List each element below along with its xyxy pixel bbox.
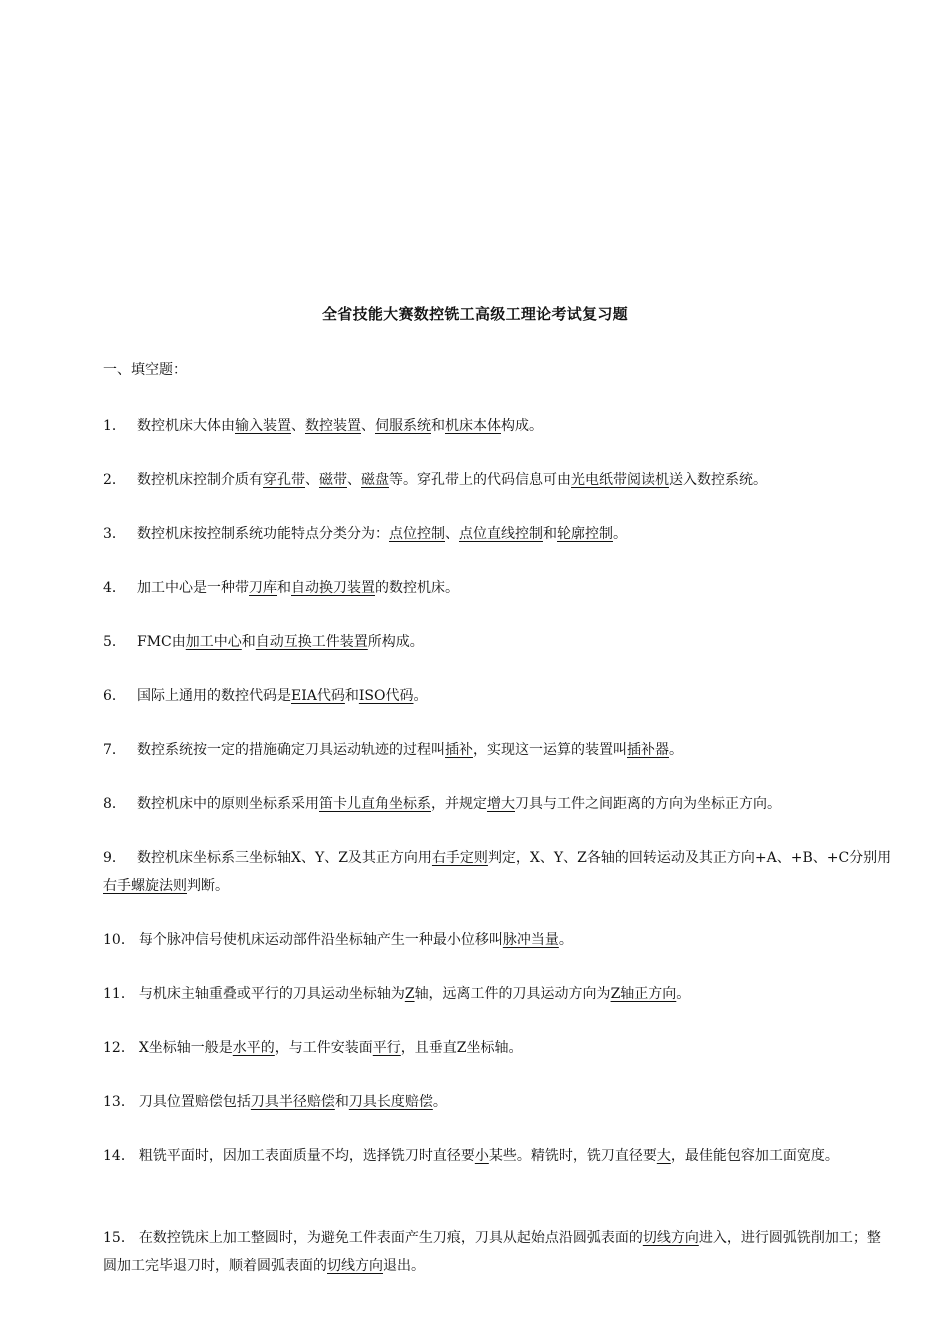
answer-blank: 刀具半径赔偿: [250, 1094, 335, 1110]
question-text: 判定，X、Y、Z各轴的回转运动及其正方向+A、+B、+C分别用: [487, 850, 892, 866]
question-text: 加工中心是一种带: [137, 580, 249, 596]
question-text: 国际上通用的数控代码是: [137, 688, 291, 704]
question-text: X坐标轴一般是: [138, 1040, 233, 1056]
answer-blank: EIA代码: [291, 688, 345, 704]
question-text: 、: [305, 472, 319, 488]
answer-blank: 脉冲当量: [502, 932, 559, 948]
question-number: 9．: [103, 850, 126, 866]
question-item: [103, 844, 893, 926]
answer-blank: 自动换刀装置: [291, 580, 375, 596]
question-text: 构成。: [501, 418, 543, 434]
question-text: 数控机床中的原则坐标系采用: [137, 796, 319, 812]
question-text: 在数控铣床上加工整圆时，为避免工件表面产生刀痕，刀具从起始点沿圆弧表面的: [138, 1230, 643, 1246]
answer-blank: 平行: [372, 1040, 401, 1056]
question-text: 粗铣平面时，因加工表面质量不均，选择铣刀时直径要: [138, 1148, 475, 1164]
answer-blank: 轮廓控制: [557, 526, 613, 542]
question-text: 刀具与工件之间距离的方向为坐标正方向。: [515, 796, 781, 812]
question-text: ，并规定: [431, 796, 487, 812]
question-text: 、: [445, 526, 459, 542]
question-item: [103, 574, 893, 628]
answer-blank: 伺服系统: [375, 418, 431, 434]
question-item: [103, 926, 893, 980]
question-text: 和: [277, 580, 291, 596]
question-text: 数控系统按一定的措施确定刀具运动轨迹的过程叫: [137, 742, 445, 758]
question-text: 数控机床控制介质有: [137, 472, 263, 488]
question-item: [103, 1088, 893, 1142]
question-text: 与机床主轴重叠或平行的刀具运动坐标轴为: [138, 986, 405, 1002]
question-text: 和: [241, 634, 256, 650]
question-item: [103, 466, 893, 520]
question-item: [103, 520, 893, 574]
question-item: [103, 1034, 893, 1088]
question-item: [103, 682, 893, 736]
question-item: [103, 1142, 893, 1224]
page-title: 全省技能大赛数控铣工高级工理论考试复习题: [321, 305, 628, 323]
answer-blank: 右手定则: [431, 850, 488, 866]
answer-blank: 切线方向: [327, 1258, 383, 1274]
question-number: 7．: [103, 742, 126, 758]
answer-blank: 刀库: [249, 580, 277, 596]
question-text: 数控机床大体由: [137, 418, 235, 434]
question-item: [103, 736, 893, 790]
question-text: 所构成。: [367, 634, 424, 650]
question-text: 轴，远离工件的刀具运动方向为: [414, 986, 611, 1002]
question-text: 和: [334, 1094, 349, 1110]
question-number: 10．: [103, 932, 135, 948]
answer-blank: 磁带: [319, 472, 347, 488]
answer-blank: 刀具长度赔偿: [348, 1094, 433, 1110]
question-text: 。: [432, 1094, 447, 1110]
question-number: 5．: [103, 634, 126, 650]
question-text: 、: [361, 418, 375, 434]
question-item: [103, 1224, 893, 1284]
question-item: [103, 790, 893, 844]
question-text: 数控机床按控制系统功能特点分类分为：: [137, 526, 389, 542]
answer-blank: 输入装置: [235, 418, 291, 434]
question-text: 进入，进行圆弧铣削加工；整圆加工完毕退刀时，顺着圆弧表面的: [103, 1230, 881, 1274]
question-number: 11．: [103, 986, 135, 1002]
question-text: 、: [347, 472, 361, 488]
answer-blank: 水平的: [232, 1040, 275, 1056]
question-number: 3．: [103, 526, 126, 542]
question-number: 13．: [103, 1094, 135, 1110]
answer-blank: 磁盘: [361, 472, 389, 488]
answer-blank: 切线方向: [642, 1230, 699, 1246]
question-item: [103, 412, 893, 466]
question-text: 每个脉冲信号使机床运动部件沿坐标轴产生一种最小位移叫: [138, 932, 503, 948]
question-number: 4．: [103, 580, 126, 596]
question-text: 刀具位置赔偿包括: [138, 1094, 251, 1110]
question-item: [103, 628, 893, 682]
answer-blank: 光电纸带阅读机: [571, 472, 669, 488]
answer-blank: 插补: [445, 742, 473, 758]
question-text: 等。穿孔带上的代码信息可由: [389, 472, 571, 488]
question-number: 6．: [103, 688, 126, 704]
question-text: 的数控机床。: [375, 580, 459, 596]
question-text: FMC由: [137, 634, 186, 650]
question-text: ，且垂直Z坐标轴。: [400, 1040, 523, 1056]
question-text: 退出。: [383, 1258, 425, 1274]
answer-blank: 笛卡儿直角坐标系: [319, 796, 431, 812]
answer-blank: 小: [474, 1148, 489, 1164]
question-number: 2．: [103, 472, 126, 488]
question-text: 和: [543, 526, 557, 542]
question-text: 。: [613, 526, 627, 542]
question-text: 。: [669, 742, 683, 758]
question-text: 和: [344, 688, 359, 704]
question-text: ，实现这一运算的装置叫: [473, 742, 627, 758]
question-list: [103, 412, 893, 1284]
answer-blank: 点位直线控制: [459, 526, 543, 542]
answer-blank: Z轴正方向: [610, 986, 677, 1002]
answer-blank: 加工中心: [185, 634, 242, 650]
question-number: 12．: [103, 1040, 135, 1056]
question-text: 。: [558, 932, 573, 948]
answer-blank: 插补器: [627, 742, 669, 758]
question-text: 。: [676, 986, 691, 1002]
section-heading: 一、填空题：: [103, 362, 187, 378]
answer-blank: ISO代码: [358, 688, 414, 704]
question-number: 8．: [103, 796, 126, 812]
question-text: ，最佳能包容加工面宽度。: [670, 1148, 839, 1164]
question-text: 。: [413, 688, 428, 704]
question-text: 判断。: [187, 878, 229, 894]
answer-blank: 机床本体: [445, 418, 501, 434]
question-number: 14．: [103, 1148, 135, 1164]
answer-blank: 增大: [487, 796, 515, 812]
question-text: 、: [291, 418, 305, 434]
question-text: 送入数控系统。: [669, 472, 767, 488]
answer-blank: 自动互换工件装置: [255, 634, 368, 650]
question-item: [103, 980, 893, 1034]
answer-blank: 穿孔带: [263, 472, 305, 488]
answer-blank: 右手螺旋法则: [103, 878, 187, 894]
answer-blank: 点位控制: [389, 526, 445, 542]
question-text: ，与工件安装面: [274, 1040, 373, 1056]
answer-blank: 数控装置: [305, 418, 361, 434]
question-text: 数控机床坐标系三坐标轴X、Y、Z及其正方向用: [137, 850, 432, 866]
answer-blank: Z: [404, 986, 415, 1002]
question-text: 和: [431, 418, 445, 434]
question-text: 某些。精铣时，铣刀直径要: [488, 1148, 657, 1164]
question-number: 15．: [103, 1230, 135, 1246]
answer-blank: 大: [656, 1148, 671, 1164]
question-number: 1．: [103, 418, 126, 434]
